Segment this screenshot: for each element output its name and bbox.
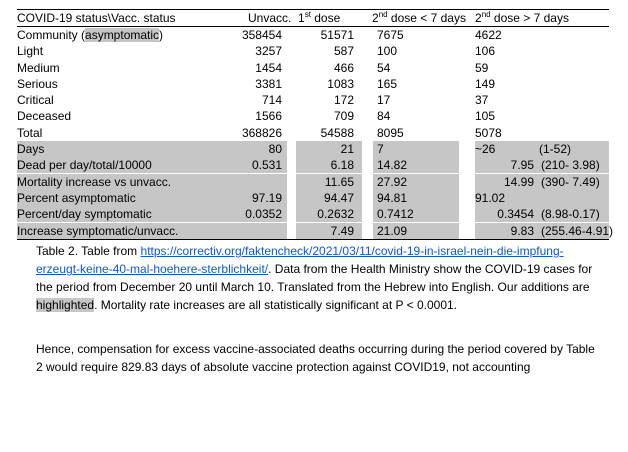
- cell-unvacc: 714: [261, 93, 282, 108]
- cell-second-dose-under-7: 100: [377, 44, 398, 59]
- cell-first-dose: 709: [333, 109, 354, 124]
- table-row: [17, 174, 609, 190]
- cell-second-dose-over-7: 59: [475, 60, 489, 75]
- cell-second-dose-under-7: 54: [377, 60, 391, 75]
- table-row: [17, 141, 609, 157]
- cell-first-dose: 94.47: [296, 190, 362, 206]
- table-row: [17, 27, 609, 43]
- cell-first-dose: 7.49: [296, 223, 362, 239]
- cell-second-dose-under-7: 8095: [377, 125, 404, 140]
- cell-second-dose-under-7: 7: [373, 141, 459, 157]
- cell-second-dose-over-7: ~26 (1-52): [475, 141, 609, 157]
- cell-second-dose-over-7: 14.99 (390- 7.49): [475, 174, 609, 190]
- cell-second-dose-under-7: 84: [377, 109, 391, 124]
- cell-unvacc: 1566: [255, 109, 282, 124]
- cell-unvacc: 368826: [241, 125, 282, 140]
- cell-unvacc: 3257: [255, 44, 282, 59]
- cell-second-dose-over-7: 0.3454 (8.98-0.17): [475, 206, 609, 222]
- cell-unvacc: 358454: [241, 28, 282, 42]
- row-label: Deceased: [17, 109, 72, 124]
- row-label: Percent/day symptomatic: [17, 206, 222, 222]
- cell-unvacc: 1454: [255, 60, 282, 75]
- header-status: COVID-19 status\Vacc. status: [17, 11, 176, 25]
- cell-first-dose: 51571: [320, 28, 354, 42]
- table-row: [17, 60, 609, 76]
- cell-first-dose: 0.2632: [296, 206, 362, 222]
- cell-first-dose: 6.18: [296, 157, 362, 173]
- row-label: Total: [17, 125, 43, 140]
- cell-second-dose-over-7: 91.02: [475, 190, 609, 206]
- cell-unvacc: 0.0352: [222, 206, 287, 222]
- table-row: [17, 76, 609, 92]
- cell-unvacc: 80: [222, 141, 287, 157]
- cell-first-dose: 21: [296, 141, 362, 157]
- cell-second-dose-under-7: 0.7412: [373, 206, 459, 222]
- table-row: [17, 157, 609, 173]
- row-label: Medium: [17, 60, 60, 75]
- row-label: Increase symptomatic/unvacc.: [17, 223, 222, 239]
- table-row: [17, 206, 609, 222]
- header-second-dose-over-7: 2nd dose > 7 days: [475, 10, 569, 25]
- cell-second-dose-under-7: 7675: [377, 28, 404, 42]
- row-label: Community (asymptomatic): [17, 28, 164, 42]
- row-label: Critical: [17, 93, 54, 108]
- cell-second-dose-over-7: 149: [475, 76, 496, 91]
- cell-second-dose-under-7: 94.81: [373, 190, 459, 206]
- table-row: [17, 190, 609, 206]
- table-row: [17, 43, 609, 59]
- highlighted-text: asymptomatic: [85, 28, 160, 42]
- cell-second-dose-over-7: 105: [475, 109, 496, 124]
- cell-second-dose-over-7: 9.83 (255.46-4.91): [475, 223, 609, 239]
- table-body: [17, 27, 614, 240]
- cell-unvacc: 3381: [255, 76, 282, 91]
- table-row: [17, 108, 609, 124]
- header-first-dose: 1st dose: [298, 10, 341, 25]
- row-label: Percent asymptomatic: [17, 190, 222, 206]
- row-label: Days: [17, 141, 222, 157]
- cell-second-dose-over-7: 7.95 (210- 3.98): [475, 157, 609, 173]
- header-unvacc: Unvacc.: [248, 11, 292, 25]
- cell-first-dose: 54588: [320, 125, 354, 140]
- cell-second-dose-over-7: 37: [475, 93, 489, 108]
- row-label: Light: [17, 44, 44, 59]
- cell-second-dose-under-7: 27.92: [373, 174, 459, 190]
- row-label: Dead per day/total/10000: [17, 157, 222, 173]
- cell-unvacc: [222, 223, 287, 239]
- cell-second-dose-under-7: 21.09: [373, 223, 459, 239]
- cell-second-dose-over-7: 5078: [475, 125, 502, 140]
- row-label: Serious: [17, 76, 58, 91]
- source-link[interactable]: https://correctiv.org/faktencheck/2021/03/11/covid-19-in-israel-nein-die-impfung-erzeugt-keine-40-mal-hoehere-sterblichkeit/: [36, 244, 564, 276]
- covid-vaccination-table: [17, 9, 614, 240]
- cell-first-dose: 587: [333, 44, 354, 59]
- cell-second-dose-over-7: 106: [475, 44, 496, 59]
- table-row: [17, 223, 614, 240]
- cell-first-dose: 11.65: [296, 174, 362, 190]
- cell-second-dose-under-7: 165: [377, 76, 398, 91]
- cell-first-dose: 172: [333, 93, 354, 108]
- header-second-dose-under-7: 2nd dose < 7 days: [372, 10, 466, 25]
- table-row: [17, 92, 609, 108]
- cell-unvacc: 97.19: [222, 190, 287, 206]
- cell-unvacc: 0.531: [222, 157, 287, 173]
- cell-second-dose-under-7: 17: [377, 93, 391, 108]
- cell-second-dose-under-7: 14.82: [373, 157, 459, 173]
- table-caption: Table 2. Table from https://correctiv.org/faktencheck/2021/03/11/covid-19-in-israel-nein-die-impfung-erzeugt-keine-40-mal-hoehere-sterblichkeit/. Data from the Health Ministry show the COVID-19 cases for the period from December 20 until March 10. Translated from the Hebrew into English. Our additions are highlighted. Mortality rate increases are all statistically significant at P < 0.0001.: [36, 244, 593, 312]
- highlighted-word: highlighted: [36, 298, 95, 312]
- table-header-row: [17, 9, 609, 27]
- cell-first-dose: 466: [333, 60, 354, 75]
- table-row: [17, 125, 609, 141]
- row-label: Mortality increase vs unvacc.: [17, 174, 222, 190]
- cell-unvacc: [222, 174, 287, 190]
- cell-second-dose-over-7: 4622: [475, 28, 502, 42]
- body-paragraph: Hence, compensation for excess vaccine-associated deaths occurring during the period covered by Table 2 would require 829.83 days of absolute vaccine protection against COVID19, not accounting: [36, 342, 595, 374]
- cell-first-dose: 1083: [327, 76, 354, 91]
